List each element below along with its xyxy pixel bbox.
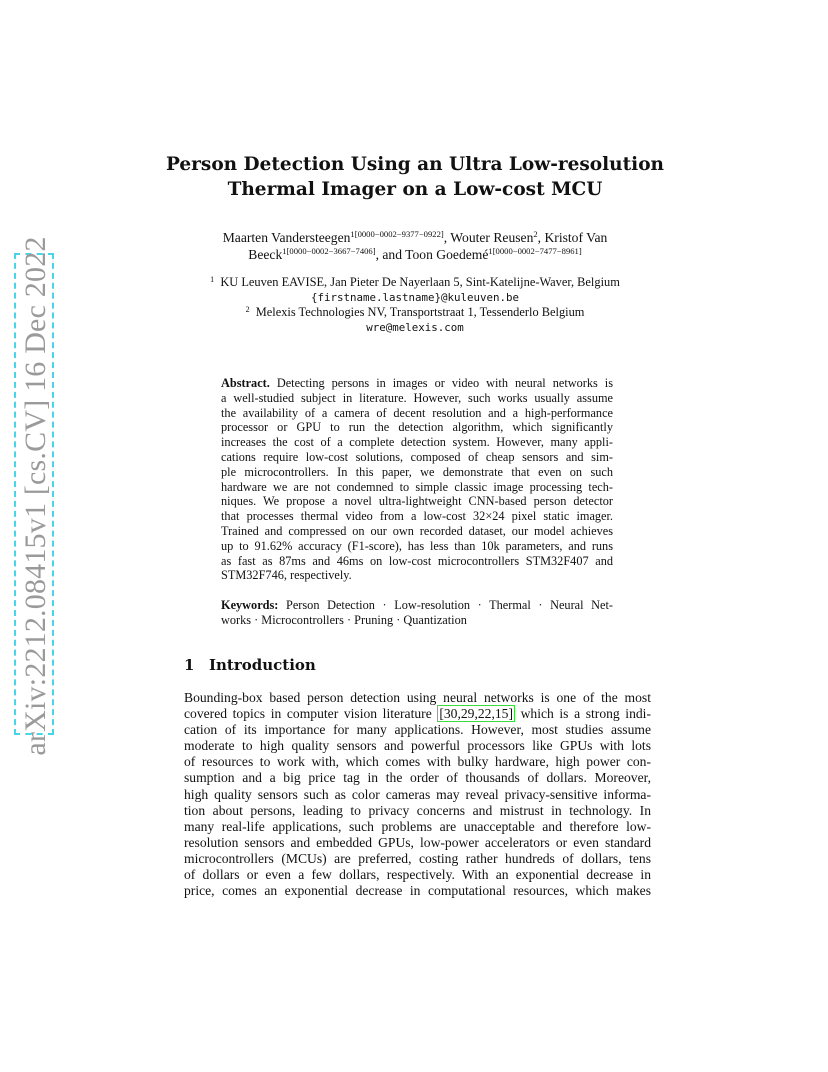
abstract-line: a well-studied subject in literature. However, such works usually assume <box>221 390 613 405</box>
author-name: , Kristof Van <box>537 230 608 245</box>
abstract-line: Trained and compressed on our own recorded dataset, our model achieves <box>221 523 613 538</box>
author-orcid: 1[0000−0002−7477−8961] <box>488 246 582 256</box>
section-number: 1 <box>184 656 195 674</box>
paragraph-line: Bounding-box based person detection using neural networks is one of the most <box>184 690 651 705</box>
affiliation-2-email: wre@melexis.com <box>366 321 464 334</box>
abstract-text: Detecting persons in images or video with neural networks is <box>269 376 613 390</box>
abstract-line: STM32F746, respectively. <box>221 568 352 583</box>
paragraph-line: microcontrollers (MCUs) are preferred, costing rather hundreds of dollars, tens <box>184 850 651 866</box>
paragraph-line: cation of its importance for many applications. However, most studies assume <box>184 722 651 738</box>
author-name: , and Toon Goedemé <box>375 247 489 262</box>
paragraph-line: sumption and a big price tag in the order of thousands of dollars. Moreover, <box>184 770 651 786</box>
paragraph-text: covered topics in computer vision literature <box>184 706 438 722</box>
abstract-line: as fast as 87ms and 46ms on low-cost microcontrollers STM32F407 and <box>221 553 613 568</box>
keywords-line <box>221 598 613 613</box>
arxiv-side-stamp[interactable] <box>14 236 54 756</box>
affiliation-1-email: {firstname.lastname}@kuleuven.be <box>310 291 519 304</box>
abstract-line: processor or GPU to run the detection algorithm, which significantly <box>221 420 613 435</box>
affiliation-number: 1 <box>210 275 215 284</box>
paragraph-text: which is a strong indi- <box>514 706 651 722</box>
abstract-line: niques. We propose a novel ultra-lightweight CNN-based person detector <box>221 494 613 509</box>
arxiv-identifier[interactable]: arXiv:2212.08415v1 [cs.CV] 16 Dec 2022 <box>19 236 52 756</box>
abstract-line: ple microcontrollers. In this paper, we demonstrate that even on such <box>221 464 613 479</box>
affiliation-text: KU Leuven EAVISE, Jan Pieter De Nayerlaan 5, Sint-Katelijne-Waver, Belgium <box>220 275 620 289</box>
author-name: Beeck <box>248 247 283 262</box>
affiliation-1 <box>160 275 670 290</box>
paragraph-line: price, comes an exponential decrease in computational resources, which makes <box>184 883 651 899</box>
paragraph-line <box>184 706 651 722</box>
author-orcid: 1[0000−0002−3667−7406] <box>282 246 376 256</box>
author-name: Maarten Vandersteegen <box>222 230 351 245</box>
author-orcid: 1[0000−0002−9377−0922] <box>350 229 444 239</box>
paragraph-line: of dollars or even a few dollars, respectively. With an exponential decrease in <box>184 867 651 883</box>
abstract-line: increases the cost of a complete detection system. However, many appli- <box>221 435 613 450</box>
keywords <box>221 598 613 628</box>
author-list <box>170 229 660 263</box>
paragraph-line: tion about persons, leading to privacy concerns and mistrust in technology. In <box>184 802 651 818</box>
author-affiliation-mark: 2 <box>533 229 538 239</box>
keywords-text: Person Detection · Low-resolution · Thermal · Neural Net- <box>278 598 613 612</box>
keywords-heading: Keywords: <box>221 598 279 612</box>
abstract-line: that processes thermal video from a low-cost 32×24 pixel static imager. <box>221 509 613 524</box>
paragraph-line: high quality sensors such as color cameras may reveal privacy-sensitive informa- <box>184 786 651 802</box>
paper-title <box>140 152 690 202</box>
introduction-paragraph <box>184 690 651 899</box>
title-line-2: Thermal Imager on a Low-cost MCU <box>227 179 603 200</box>
author-name: , Wouter Reusen <box>443 230 534 245</box>
affiliation-list <box>160 275 670 335</box>
abstract-line: hardware we are not condemned to simple classic image processing tech- <box>221 479 613 494</box>
paragraph-line: of resources to work with, which comes with bulky hardware, high power con- <box>184 754 651 770</box>
abstract <box>221 376 613 583</box>
affiliation-number: 2 <box>245 305 250 314</box>
paragraph-line: resolution sensors and embedded GPUs, low-power accelerators or even standard <box>184 834 651 850</box>
section-title: Introduction <box>209 656 316 674</box>
abstract-line <box>221 376 613 391</box>
abstract-line: cations require low-cost solutions, composed of cheap sensors and sim- <box>221 449 613 464</box>
abstract-line: up to 91.62% accuracy (F1-score), has less than 10k parameters, and runs <box>221 538 613 553</box>
abstract-heading: Abstract. <box>221 376 270 390</box>
paragraph-line: many real-life applications, such problems are unacceptable and therefore low- <box>184 818 651 834</box>
affiliation-2 <box>160 305 670 320</box>
paragraph-line: moderate to high quality sensors and powerful processors like GPUs with lots <box>184 738 651 754</box>
title-line-1: Person Detection Using an Ultra Low-resolution <box>165 154 664 175</box>
keywords-line: works · Microcontrollers · Pruning · Quantization <box>221 612 467 627</box>
section-heading-introduction <box>184 655 316 675</box>
affiliation-text: Melexis Technologies NV, Transportstraat 1, Tessenderlo Belgium <box>255 305 585 319</box>
abstract-line: the availability of a camera of decent resolution and a high-performance <box>221 405 613 420</box>
citation-link[interactable]: [30,29,22,15] <box>439 706 513 722</box>
